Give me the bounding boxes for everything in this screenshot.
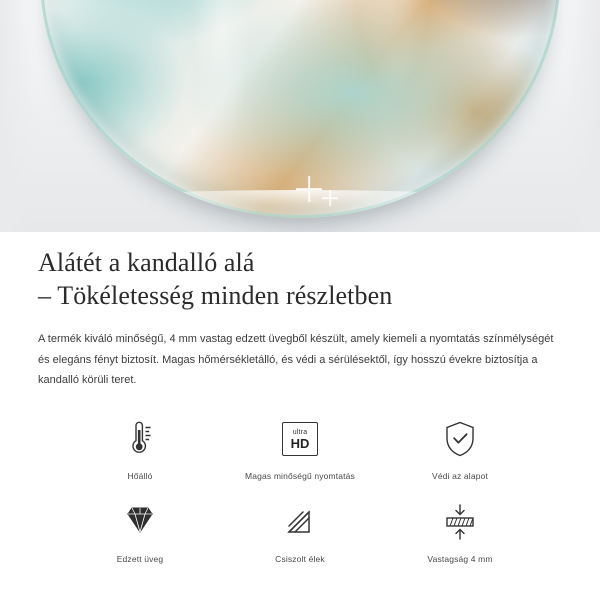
- feature-label: Magas minőségű nyomtatás: [245, 471, 355, 482]
- headline-line-2: – Tökéletesség minden részletben: [38, 281, 393, 311]
- hero-image: [0, 0, 600, 232]
- feature-grid: [38, 416, 562, 564]
- content-area: [0, 246, 600, 564]
- feature-item: [380, 416, 540, 481]
- feature-label: Védi az alapot: [432, 471, 488, 482]
- ultra-hd-badge-top: ultra: [292, 428, 308, 436]
- feature-item: [60, 499, 220, 564]
- feature-item: [220, 416, 380, 481]
- product-glass-platter: [40, 0, 560, 218]
- feature-label: Edzett üveg: [116, 554, 164, 565]
- feature-item: [380, 499, 540, 564]
- product-description: A termék kiváló minőségű, 4 mm vastag edzett üvegből készült, amely kiemeli a nyomtatás színmélységét és elegáns fényt biztosít. Magas hőmérsékletálló, és védi a sérülésektől, így hosszú évekre biztosítja a kandalló körüli teret.: [38, 333, 554, 387]
- feature-label: Hőálló: [127, 471, 153, 482]
- ultra-hd-icon: [282, 416, 318, 462]
- ultra-hd-badge-bottom: HD: [290, 435, 310, 451]
- diamond-icon: [118, 499, 162, 545]
- hero-left-vignette: [0, 0, 36, 232]
- thickness-arrows-icon: [439, 499, 481, 545]
- headline-line-1: Alátét a kandalló alá: [38, 248, 255, 277]
- hero-right-vignette: [564, 0, 600, 232]
- feature-label: Csiszolt élek: [275, 554, 325, 565]
- platter-edge-glow: [71, 190, 529, 216]
- polished-edges-icon: [279, 499, 321, 545]
- thermometer-icon: [119, 416, 161, 462]
- feature-label: Vastagság 4 mm: [427, 554, 493, 565]
- feature-item: [220, 499, 380, 564]
- feature-item: [60, 416, 220, 481]
- shield-check-icon: [439, 416, 481, 462]
- page-title: [38, 246, 562, 312]
